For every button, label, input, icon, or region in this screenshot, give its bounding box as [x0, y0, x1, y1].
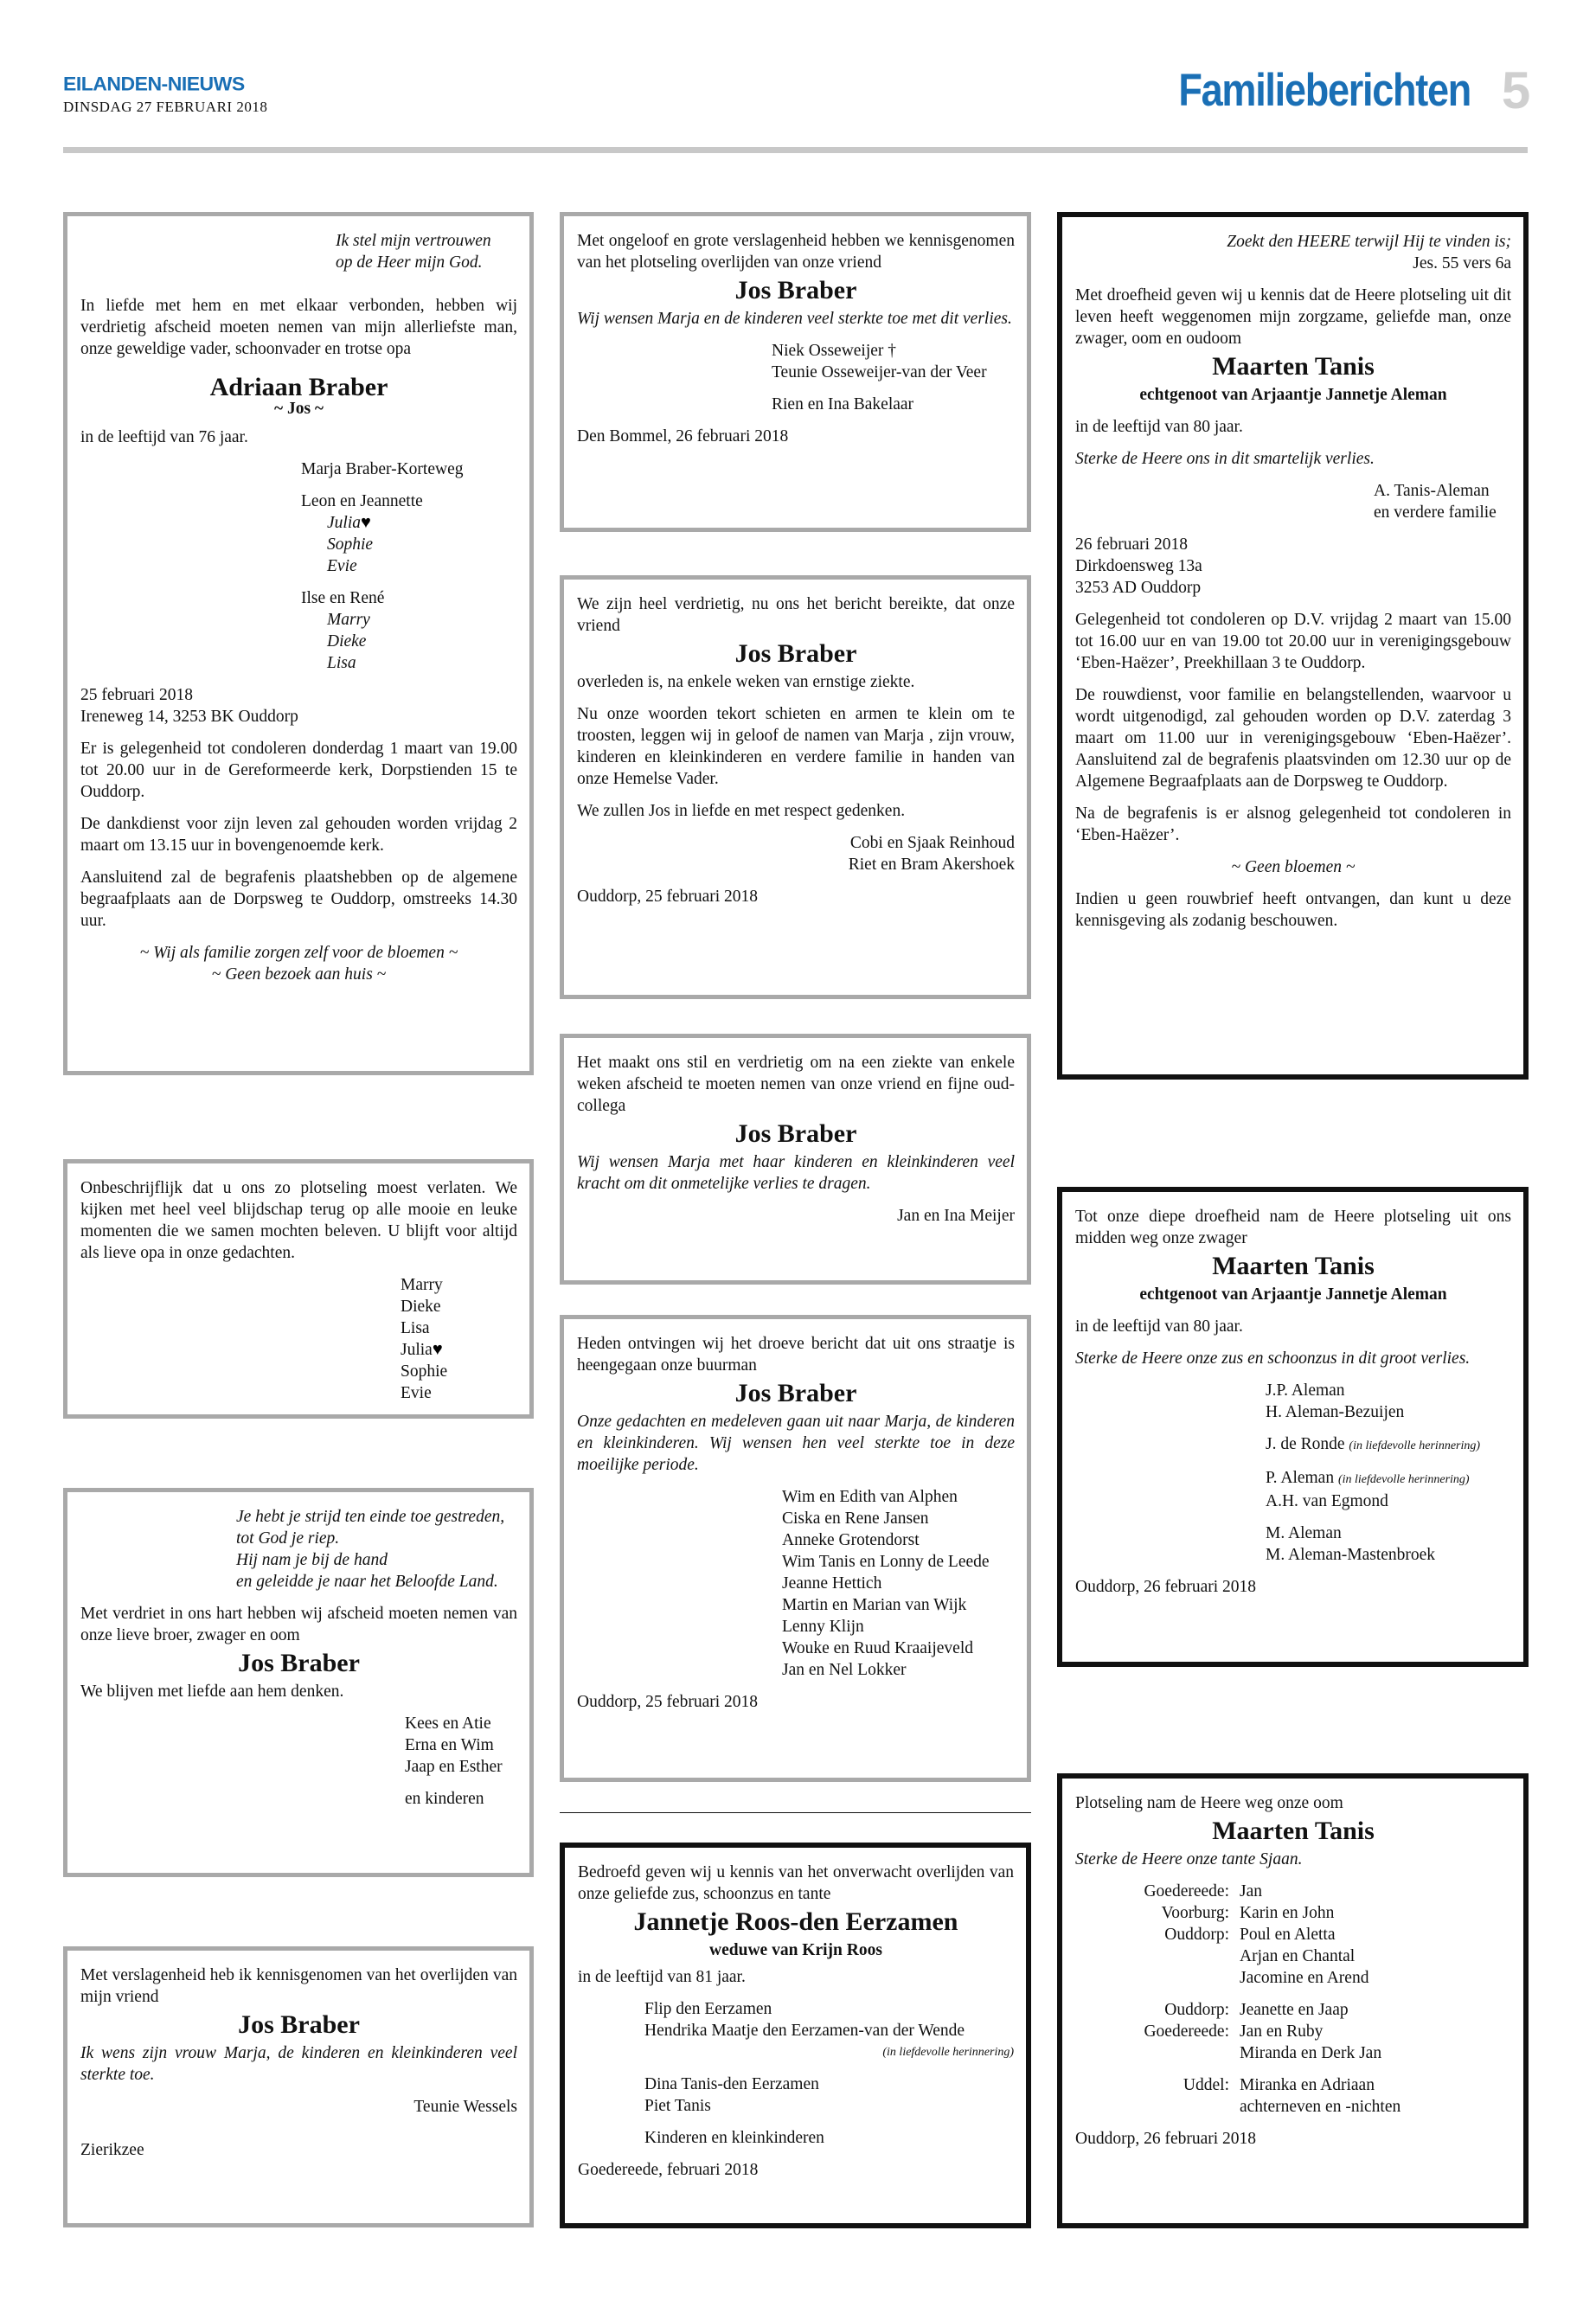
intro-text: Met droefheid geven wij u kennis dat de Heere plotseling uit dit leven heeft weggenomen mijn zorgzame, geliefde man, onze zwager, oom en oudoom [1075, 286, 1511, 348]
relative-place [1075, 2042, 1240, 2064]
relative-names: Jeanette en Jaap [1240, 2001, 1349, 2019]
notice-maarten-tanis-nephews [1057, 1773, 1529, 2228]
grandchild: Marry [327, 611, 370, 629]
signatory: Wim en Edith van Alphen [782, 1488, 958, 1506]
signatory: Lenny Klijn [782, 1618, 864, 1636]
intro-text: Heden ontvingen wij het droeve bericht dat uit ons straatje is heengegaan onze buurman [577, 1335, 1015, 1375]
address: 3253 AD Ouddorp [1075, 579, 1202, 597]
closing-note: Indien u geen rouwbrief heeft ontvangen, dan kunt u deze kennisgeving als zodanig beschouwen. [1075, 890, 1511, 930]
visits-note: ~ Geen bezoek aan huis ~ [211, 965, 387, 984]
quote-line: Je hebt je strijd ten einde toe gestreden, [236, 1508, 505, 1526]
signatory: Marry [401, 1276, 443, 1294]
signatory: Dieke [401, 1298, 441, 1316]
body-text: We zullen Jos in liefde en met respect gedenken. [577, 802, 906, 820]
signatory: Jan en Ina Meijer [897, 1207, 1015, 1225]
notice-siblings [63, 1488, 534, 1877]
deceased-name: Jos Braber [734, 1379, 857, 1407]
deceased-name: Jos Braber [734, 1119, 857, 1148]
relative-names: Miranka en Adriaan [1240, 2076, 1375, 2094]
relatives-row [1075, 1924, 1511, 1945]
signatory: Sophie [401, 1362, 448, 1381]
age-line: in de leeftijd van 76 jaar. [80, 428, 248, 446]
signatory: Teunie Wessels [413, 2098, 517, 2116]
place-line: Ouddorp, 26 februari 2018 [1075, 2130, 1257, 2148]
nickname: ~ Jos ~ [273, 400, 324, 418]
relative-names: Karin en John [1240, 1904, 1335, 1922]
place-line: Ouddorp, 25 februari 2018 [577, 1693, 759, 1711]
intro-text: In liefde met hem en met elkaar verbonden, hebben wij verdrietig afscheid moeten nemen van mijn allerliefste man, onze geweldige vader, schoonvader en trotse opa [80, 297, 517, 358]
deceased-name: Jos Braber [238, 2010, 360, 2039]
signatory: Anneke Grotendorst [782, 1531, 920, 1549]
relative-place [1075, 1967, 1240, 1989]
family-member: Dina Tanis-den Eerzamen [644, 2075, 819, 2093]
column-separator [560, 1812, 1031, 1813]
signatory: M. Aleman [1266, 1524, 1342, 1542]
relatives-row [1075, 1881, 1511, 1902]
signatory-name: J. de Ronde [1266, 1435, 1345, 1453]
notice-adriaan-braber [63, 212, 534, 1075]
wish-text: Wij wensen Marja en de kinderen veel sterkte toe met dit verlies. [577, 310, 1012, 328]
place-line: Den Bommel, 26 februari 2018 [577, 427, 789, 445]
notice-maarten-tanis-aleman [1057, 1187, 1529, 1667]
spouse-line: echtgenoot van Arjaantje Jannetje Aleman [1139, 1285, 1447, 1304]
signatory: M. Aleman-Mastenbroek [1266, 1546, 1436, 1564]
family-member: Flip den Eerzamen [644, 2000, 772, 2018]
signatory: Niek Osseweijer † [772, 342, 897, 360]
signatory: Cobi en Sjaak Reinhoud [849, 834, 1015, 852]
spouse-line: echtgenoot van Arjaantje Jannetje Aleman [1139, 386, 1447, 404]
age-line: in de leeftijd van 80 jaar. [1075, 1317, 1243, 1336]
burial-info: Aansluitend zal de begrafenis plaatshebben op de algemene begraafplaats aan de Dorpsweg te Ouddorp, omstreeks 14.30 uur. [80, 868, 517, 930]
relatives-row [1075, 2074, 1511, 2096]
quote-line: Hij nam je bij de hand [236, 1551, 388, 1569]
relatives-group [1075, 1881, 1511, 1989]
signatory: Lisa [401, 1319, 430, 1337]
memory-note: (in liefdevolle herinnering) [1337, 1473, 1470, 1486]
relatives-row [1075, 1999, 1511, 2021]
notice-friend-wessels [63, 1946, 534, 2227]
relative-names: Poul en Aletta [1240, 1926, 1336, 1944]
quote-line: en geleidde je naar het Beloofde Land. [236, 1573, 498, 1591]
wish-text: Sterke de Heere onze zus en schoonzus in dit groot verlies. [1075, 1349, 1471, 1368]
signatory: Ciska en Rene Jansen [782, 1509, 929, 1528]
relatives-group [1075, 2074, 1511, 2118]
intro-text: Tot onze diepe droefheid nam de Heere plotseling uit ons midden weg onze zwager [1075, 1208, 1511, 1247]
family-member: Ilse en René [301, 589, 385, 607]
relative-place: Ouddorp: [1164, 1926, 1229, 1944]
bible-reference: Jes. 55 vers 6a [1413, 254, 1511, 272]
tribute-text: Onbeschrijflijk dat u ons zo plotseling moest verlaten. We kijken met heel veel blijdschap terug op alle mooie en leuke momenten die we samen mochten beleven. U blijft voor altijd als lieve opa in onze gedachten. [80, 1179, 517, 1262]
notice-maarten-tanis-family [1057, 212, 1529, 1080]
family-member: Kinderen en kleinkinderen [644, 2129, 824, 2147]
intro-text: Plotseling nam de Heere weg onze oom [1075, 1794, 1343, 1812]
relative-names: achterneven en -nichten [1240, 2098, 1401, 2116]
relative-place [1075, 2096, 1240, 2118]
relative-place: Goedereede: [1144, 1882, 1229, 1900]
wish-text: Sterke de Heere ons in dit smartelijk verlies. [1075, 450, 1375, 468]
intro-text: Het maakt ons stil en verdrietig om na een ziekte van enkele weken afscheid te moeten nemen van onze vriend en fijne oud-collega [577, 1054, 1015, 1115]
after-text: overleden is, na enkele weken van ernstige ziekte. [577, 673, 915, 691]
notice-reinhoud [560, 575, 1031, 999]
bible-quote: Zoekt den HEERE terwijl Hij te vinden is; [1227, 233, 1511, 251]
signatory: J.P. Aleman [1266, 1381, 1345, 1400]
relatives-row [1075, 1967, 1511, 1989]
relatives-row [1075, 2096, 1511, 2118]
signatory-name: Julia [401, 1341, 433, 1359]
family-member: Leon en Jeannette [301, 492, 423, 510]
grandchild-name: Julia [327, 514, 361, 532]
memory-note: (in liefdevolle herinnering) [882, 2046, 1014, 2059]
signatory: en kinderen [405, 1790, 484, 1808]
body-text: Nu onze woorden tekort schieten en armen te klein om te troosten, leggen wij in geloof de namen van Marja , zijn vrouw, kinderen en kleinkinderen en verdere familie in handen van onze Hemelse Vader. [577, 705, 1015, 788]
after-burial-info: Na de begrafenis is er alsnog gelegenheid tot condoleren in ‘Eben-Haëzer’. [1075, 804, 1511, 844]
grandchild: Sophie [327, 535, 374, 554]
place-line: Ouddorp, 25 februari 2018 [577, 888, 759, 906]
relative-place: Uddel: [1183, 2076, 1229, 2094]
flowers-note: ~ Geen bloemen ~ [1231, 858, 1356, 876]
signatory [1075, 1467, 1511, 1490]
wish-text: Ik wens zijn vrouw Marja, de kinderen en kleinkinderen veel sterkte toe. [80, 2044, 517, 2084]
signatory: Jeanne Hettich [782, 1574, 882, 1593]
signatory: Jan en Nel Lokker [782, 1661, 907, 1679]
signatory: Evie [401, 1384, 432, 1402]
relatives-row [1075, 2021, 1511, 2042]
service-info: De rouwdienst, voor familie en belangstellenden, waarvoor u wordt uitgenodigd, zal gehouden worden op D.V. zaterdag 3 maart om 11.00 uur in verenigingsgebouw ‘Eben-Haëzer’. Aansluitend zal de begrafenis plaatsvinden om 12.30 uur op de Algemene Begraafplaats aan de Dorpsweg te Ouddorp. [1075, 686, 1511, 791]
quote-line: op de Heer mijn God. [336, 253, 483, 272]
heart-icon: ♥ [361, 513, 371, 532]
memory-note: (in liefdevolle herinnering) [1349, 1439, 1481, 1452]
signatory: A.H. van Egmond [1266, 1492, 1388, 1510]
header-rule [63, 147, 1528, 153]
relative-names: Jan [1240, 1882, 1262, 1900]
notice-osseweijer [560, 212, 1031, 532]
signatory: Rien en Ina Bakelaar [772, 395, 914, 413]
intro-text: We zijn heel verdrietig, nu ons het bericht bereikte, dat onze vriend [577, 595, 1015, 635]
notice-date: 26 februari 2018 [1075, 535, 1188, 554]
service-info: De dankdienst voor zijn leven zal gehouden worden vrijdag 2 maart om 13.15 uur in bovengenoemde kerk. [80, 815, 517, 855]
section-title: Familieberichten [1178, 65, 1471, 116]
relative-names: Arjan en Chantal [1240, 1947, 1356, 1965]
signatory: Erna en Wim [405, 1736, 494, 1754]
signatory: Wim Tanis en Lonny de Leede [782, 1553, 990, 1571]
intro-text: Met ongeloof en grote verslagenheid hebben we kennisgenomen van het plotseling overlijden van onze vriend [577, 232, 1015, 272]
notice-jannetje-roos [560, 1843, 1031, 2228]
relatives-row [1075, 2042, 1511, 2064]
deceased-name: Jos Braber [734, 639, 857, 668]
signatory: A. Tanis-Aleman [1374, 482, 1490, 500]
quote-line: tot God je riep. [236, 1529, 340, 1548]
grandchild: Dieke [327, 632, 367, 651]
deceased-name: Jos Braber [734, 276, 857, 304]
deceased-name: Jannetje Roos-den Eerzamen [633, 1907, 958, 1936]
spouse-line: weduwe van Krijn Roos [709, 1941, 882, 1959]
place-line: Ouddorp, 26 februari 2018 [1075, 1578, 1257, 1596]
deceased-name: Maarten Tanis [1212, 352, 1375, 381]
intro-text: Bedroefd geven wij u kennis van het onverwacht overlijden van onze geliefde zus, schoonzus en tante [578, 1863, 1014, 1903]
signatory-name: P. Aleman [1266, 1469, 1335, 1487]
wish-text: Onze gedachten en medeleven gaan uit naar Marja, de kinderen en kleinkinderen. Wij wensen hen veel sterkte toe in deze moeilijke periode. [577, 1413, 1015, 1474]
signatory: Wouke en Ruud Kraaijeveld [782, 1639, 973, 1657]
masthead-logo: EILANDEN-NIEUWS [63, 73, 245, 95]
wish-text: Wij wensen Marja met haar kinderen en kleinkinderen veel kracht om dit onmetelijke verlies te dragen. [577, 1153, 1015, 1193]
deceased-name: Maarten Tanis [1212, 1252, 1375, 1280]
issue-date: DINSDAG 27 FEBRUARI 2018 [63, 99, 268, 115]
signatory: Riet en Bram Akershoek [848, 856, 1015, 874]
notice-date: 25 februari 2018 [80, 686, 193, 704]
relatives-row [1075, 1945, 1511, 1967]
signatory [80, 1339, 517, 1361]
place-line: Zierikzee [80, 2141, 144, 2159]
heart-icon: ♥ [432, 1340, 443, 1359]
signatory: H. Aleman-Bezuijen [1266, 1403, 1405, 1421]
condolence-info: Gelegenheid tot condoleren op D.V. vrijdag 2 maart van 15.00 tot 16.00 uur en van 19.00 tot 20.00 uur in verenigingsgebouw ‘Eben-Haëzer’, Preekhillaan 3 te Ouddorp. [1075, 611, 1511, 672]
signatory: en verdere familie [1374, 503, 1497, 522]
family-member: Marja Braber-Korteweg [301, 460, 464, 478]
relative-names: Miranda en Derk Jan [1240, 2044, 1382, 2062]
deceased-name: Adriaan Braber [209, 373, 388, 401]
relative-names: Jan en Ruby [1240, 2022, 1324, 2041]
closing-text: We blijven met liefde aan hem denken. [80, 1682, 344, 1701]
flowers-note: ~ Wij als familie zorgen zelf voor de bloemen ~ [139, 944, 458, 962]
condolence-info: Er is gelegenheid tot condoleren donderdag 1 maart van 19.00 tot 20.00 uur in de Gereformeerde kerk, Dorpstienden 15 te Ouddorp. [80, 740, 517, 801]
signatory: Jaap en Esther [405, 1758, 503, 1776]
age-line: in de leeftijd van 81 jaar. [578, 1968, 746, 1986]
address: Ireneweg 14, 3253 BK Ouddorp [80, 708, 298, 726]
notice-grandchildren [63, 1159, 534, 1419]
address: Dirkdoensweg 13a [1075, 557, 1202, 575]
relative-names: Jacomine en Arend [1240, 1969, 1369, 1987]
grandchild: Evie [327, 557, 357, 575]
grandchild [80, 512, 517, 534]
quote-line: Ik stel mijn vertrouwen [336, 232, 491, 250]
signatory: Martin en Marian van Wijk [782, 1596, 967, 1614]
deceased-name: Maarten Tanis [1212, 1817, 1375, 1845]
notice-neighbours [560, 1315, 1031, 1782]
grandchild: Lisa [327, 654, 356, 672]
place-line: Goedereede, februari 2018 [578, 2161, 759, 2179]
intro-text: Met verslagenheid heb ik kennisgenomen van het overlijden van mijn vriend [80, 1966, 517, 2006]
age-line: in de leeftijd van 80 jaar. [1075, 418, 1243, 436]
intro-text: Met verdriet in ons hart hebben wij afscheid moeten nemen van onze lieve broer, zwager en oom [80, 1605, 517, 1644]
relative-place: Voorburg: [1161, 1904, 1229, 1922]
relatives-row [1075, 1902, 1511, 1924]
signatory: Teunie Osseweijer-van der Veer [772, 363, 987, 381]
page-number: 5 [1501, 61, 1531, 119]
relatives-group [1075, 1999, 1511, 2064]
notice-meijer [560, 1034, 1031, 1285]
relative-place: Ouddorp: [1164, 2001, 1229, 2019]
signatory: Kees en Atie [405, 1715, 491, 1733]
signatory [1075, 1433, 1511, 1457]
family-member: Piet Tanis [644, 2097, 711, 2115]
relative-place: Goedereede: [1144, 2022, 1229, 2041]
family-member: Hendrika Maatje den Eerzamen-van der Wende [644, 2022, 965, 2040]
relative-place [1075, 1945, 1240, 1967]
wish-text: Sterke de Heere onze tante Sjaan. [1075, 1850, 1303, 1868]
deceased-name: Jos Braber [238, 1649, 360, 1677]
